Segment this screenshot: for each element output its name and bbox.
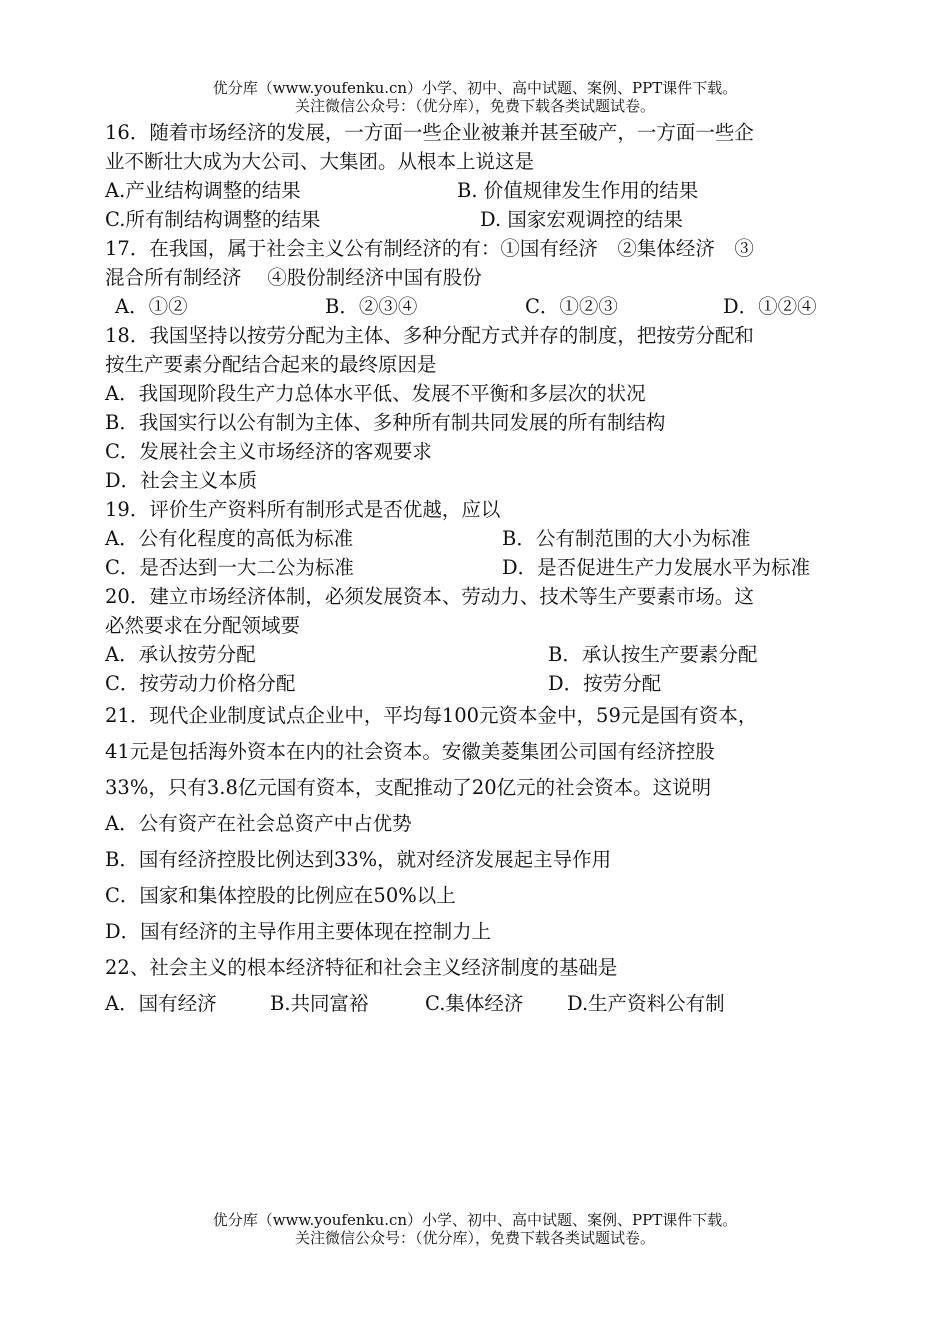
- option-b: B. 价值规律发生作用的结果: [457, 179, 699, 202]
- question-21: [105, 698, 865, 950]
- option-c: C．按劳动力价格分配: [105, 672, 296, 695]
- options-row: [105, 640, 865, 669]
- question-stem-line: 20．建立市场经济体制，必须发展资本、劳动力、技术等生产要素市场。这: [105, 585, 754, 608]
- footer-line-1: 优分库（www.youfenku.cn）小学、初中、高中试题、案例、PPT课件下载。: [212, 1211, 738, 1229]
- option-a: A．国有经济: [105, 992, 217, 1015]
- option-a: A．我国现阶段生产力总体水平低、发展不平衡和多层次的状况: [105, 382, 646, 405]
- options-row: [105, 553, 865, 582]
- question-stem-line: 22、社会主义的根本经济特征和社会主义经济制度的基础是: [105, 956, 618, 979]
- page-footer: [0, 1211, 950, 1247]
- question-stem-line: 17．在我国，属于社会主义公有制经济的有：①国有经济 ②集体经济 ③: [105, 237, 754, 260]
- option-c: C.所有制结构调整的结果: [105, 208, 321, 231]
- option-d: D．国有经济的主导作用主要体现在控制力上: [105, 920, 492, 943]
- options-row: [105, 205, 865, 234]
- option-b: B．承认按生产要素分配: [548, 643, 758, 666]
- option-d: D．是否促进生产力发展水平为标准: [502, 556, 811, 579]
- question-stem-line: 18．我国坚持以按劳分配为主体、多种分配方式并存的制度，把按劳分配和: [105, 324, 754, 347]
- option-c: C．是否达到一大二公为标准: [105, 556, 354, 579]
- header-line-2: 关注微信公众号：（优分库），免费下载各类试题试卷。: [294, 97, 655, 115]
- question-list: [105, 118, 865, 1022]
- page-header: [0, 79, 950, 115]
- question-stem-line: 混合所有制经济 ④股份制经济中国有股份: [105, 266, 482, 289]
- option-a: A．公有化程度的高低为标准: [105, 527, 354, 550]
- question-18: [105, 321, 865, 495]
- option-d: D.生产资料公有制: [567, 992, 725, 1015]
- option-a: A．承认按劳分配: [105, 643, 256, 666]
- option-d: D．按劳分配: [548, 672, 662, 695]
- question-stem-line: 21．现代企业制度试点企业中，平均每100元资本金中，59元是国有资本，: [105, 704, 758, 727]
- option-b: B．②③④: [325, 295, 418, 318]
- option-c: C．①②③: [525, 295, 618, 318]
- option-d: D．①②④: [723, 295, 817, 318]
- option-a: A．①②: [115, 295, 188, 318]
- options-row: [105, 669, 865, 698]
- question-stem-line: 必然要求在分配领域要: [105, 614, 301, 637]
- question-stem-line: 33%，只有3.8亿元国有资本，支配推动了20亿元的社会资本。这说明: [105, 776, 712, 799]
- question-stem-line: 41元是包括海外资本在内的社会资本。安徽美菱集团公司国有经济控股: [105, 740, 715, 763]
- question-17: [105, 234, 865, 321]
- option-b: B.共同富裕: [270, 992, 369, 1015]
- options-row: [105, 524, 865, 553]
- question-stem-line: 19．评价生产资料所有制形式是否优越，应以: [105, 498, 501, 521]
- question-stem-line: 按生产要素分配结合起来的最终原因是: [105, 353, 437, 376]
- question-stem-line: 16．随着市场经济的发展，一方面一些企业被兼并甚至破产，一方面一些企: [105, 121, 754, 144]
- option-c: C.集体经济: [425, 992, 524, 1015]
- footer-line-2: 关注微信公众号：（优分库），免费下载各类试题试卷。: [294, 1229, 655, 1247]
- question-22: [105, 950, 865, 1022]
- option-c: C．国家和集体控股的比例应在50%以上: [105, 884, 456, 907]
- option-a: A.产业结构调整的结果: [105, 179, 301, 202]
- question-16: [105, 118, 865, 234]
- options-row: [105, 176, 865, 205]
- option-b: B．国有经济控股比例达到33%，就对经济发展起主导作用: [105, 848, 612, 871]
- option-c: C．发展社会主义市场经济的客观要求: [105, 440, 432, 463]
- options-row: [105, 986, 865, 1022]
- question-19: [105, 495, 865, 582]
- option-a: A．公有资产在社会总资产中占优势: [105, 812, 412, 835]
- question-20: [105, 582, 865, 698]
- option-d: D．社会主义本质: [105, 469, 258, 492]
- option-b: B．我国实行以公有制为主体、多种所有制共同发展的所有制结构: [105, 411, 666, 434]
- header-line-1: 优分库（www.youfenku.cn）小学、初中、高中试题、案例、PPT课件下载。: [212, 79, 738, 97]
- option-d: D. 国家宏观调控的结果: [480, 208, 683, 231]
- question-stem-line: 业不断壮大成为大公司、大集团。从根本上说这是: [105, 150, 535, 173]
- options-row: [105, 292, 865, 321]
- option-b: B．公有制范围的大小为标准: [502, 527, 751, 550]
